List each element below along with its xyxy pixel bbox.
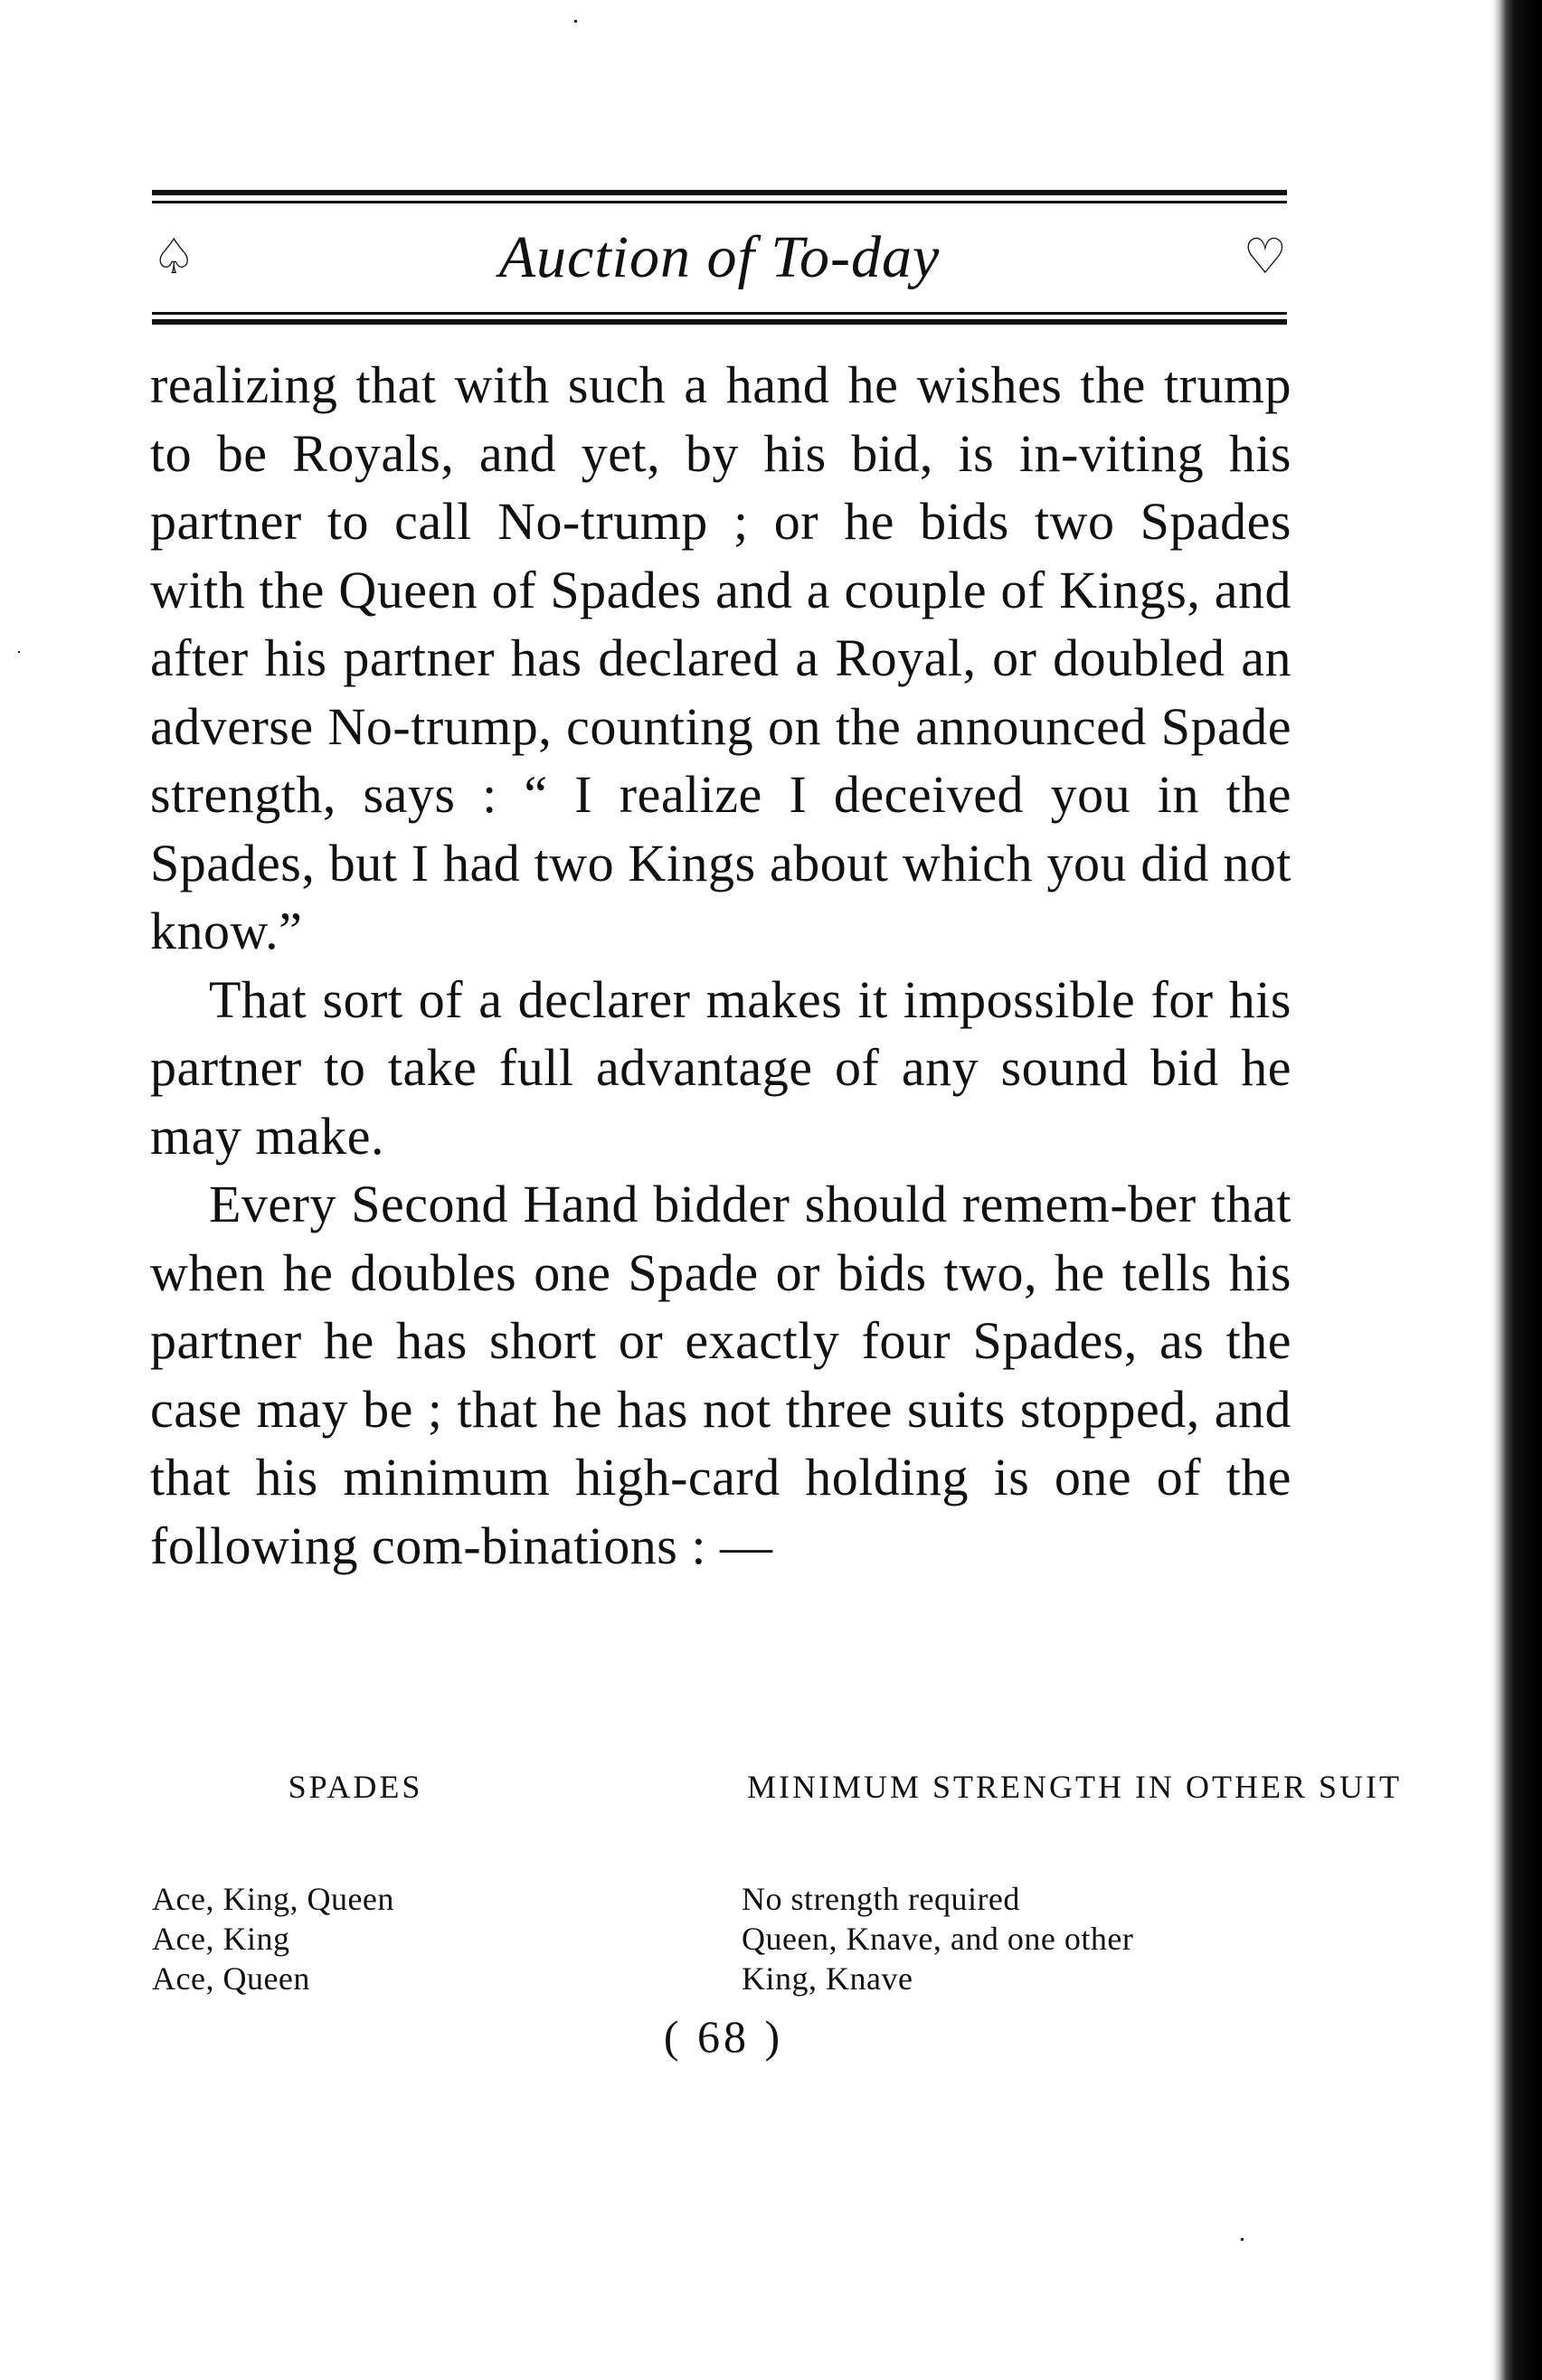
scan-speck [574,20,577,23]
other-suit-cells [742,1879,1133,1998]
running-header [152,226,1287,298]
scan-speck [1241,2238,1244,2241]
table-cell-spades: Ace, King, Queen [152,1881,394,1917]
header-top-rule-thick [152,190,1287,195]
paragraph: realizing that with such a hand he wishes the trump to be Royals, and yet, by his bid, is in-viting his partner to call No-trump ; or he bids two Spades with the Queen of Spades and a couple of Kings, and after his partner has declared a Royal, or doubled an adverse No-trump, counting on the announced Spade strength, says : “ I realize I deceived you in the Spades, but I had two Kings about which you did not know.” [150,355,1291,960]
heart-outline-icon: ♡ [1243,230,1287,284]
spades-cells [152,1879,394,1998]
table-cell-spades: Ace, King [152,1921,290,1957]
page-binding-edge [1490,0,1542,2380]
table-cell-other: Queen, Knave, and one other [742,1921,1134,1957]
table-cell-other: King, Knave [742,1960,913,1997]
header-bottom-rule-thick [152,319,1287,325]
other-suit-column-header: MINIMUM STRENGTH IN OTHER SUIT [747,1769,1402,1805]
table-cell-spades: Ace, Queen [152,1960,310,1997]
header-bottom-rule-thin [152,312,1287,315]
scan-speck [18,651,20,653]
header-top-rule-thin [152,201,1287,203]
paragraph: Every Second Hand bidder should remem-ber that when he doubles one Spade or bids two, he tells his partner he has short or exactly four Spades, as the case may be ; that he has not three suits stopped, and that his minimum high-card holding is one of the following com-binations : — [150,1175,1291,1575]
running-title: Auction of To-day [498,224,941,290]
body-text [150,351,1291,1580]
spade-outline-icon: ♤ [152,230,196,284]
spades-column-header: SPADES [288,1769,423,1805]
page-number: ( 68 ) [663,2011,784,2062]
paragraph: That sort of a declarer makes it impossible for his partner to take full advantage of any sound bid he may make. [150,969,1291,1166]
table-cell-other: No strength required [742,1881,1020,1917]
